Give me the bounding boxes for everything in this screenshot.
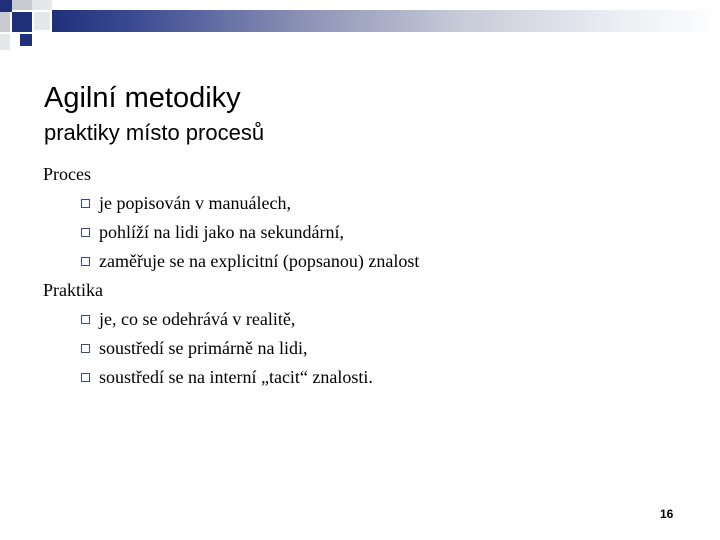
decor-square-light [0, 34, 10, 50]
bullet-text: je, co se odehrává v realitě, [99, 309, 296, 329]
decor-square-light [32, 0, 52, 10]
decor-square-grey [0, 12, 10, 32]
checkbox-icon [81, 257, 90, 266]
bullet-text: soustředí se na interní „tacit“ znalosti. [99, 367, 373, 387]
checkbox-icon [81, 344, 90, 353]
bullet-item [43, 218, 419, 247]
slide-content [43, 160, 419, 392]
slide-subtitle: praktiky místo procesů [44, 120, 265, 145]
bullet-item [43, 305, 419, 334]
bullet-text: pohlíží na lidi jako na sekundární, [99, 222, 344, 242]
decor-square-light [34, 12, 50, 30]
bullet-item [43, 334, 419, 363]
checkbox-icon [81, 315, 90, 324]
bullet-item [43, 247, 419, 276]
bullet-item [43, 189, 419, 218]
header-gradient-bar [52, 10, 720, 32]
decor-square-navy [20, 34, 32, 46]
section-heading-proces: Proces [43, 164, 91, 184]
decor-square-grey [12, 0, 32, 10]
checkbox-icon [81, 228, 90, 237]
checkbox-icon [81, 373, 90, 382]
bullet-text: soustředí se primárně na lidi, [99, 338, 308, 358]
bullet-text: je popisován v manuálech, [99, 193, 291, 213]
decor-square-navy [0, 0, 12, 12]
bullet-item [43, 363, 419, 392]
page-number: 16 [660, 507, 674, 521]
bullet-text: zaměřuje se na explicitní (popsanou) znalost [99, 251, 420, 271]
section-heading-praktika: Praktika [43, 280, 103, 300]
checkbox-icon [81, 199, 90, 208]
slide-title: Agilní metodiky [44, 82, 241, 114]
decor-square-navy [12, 12, 32, 32]
